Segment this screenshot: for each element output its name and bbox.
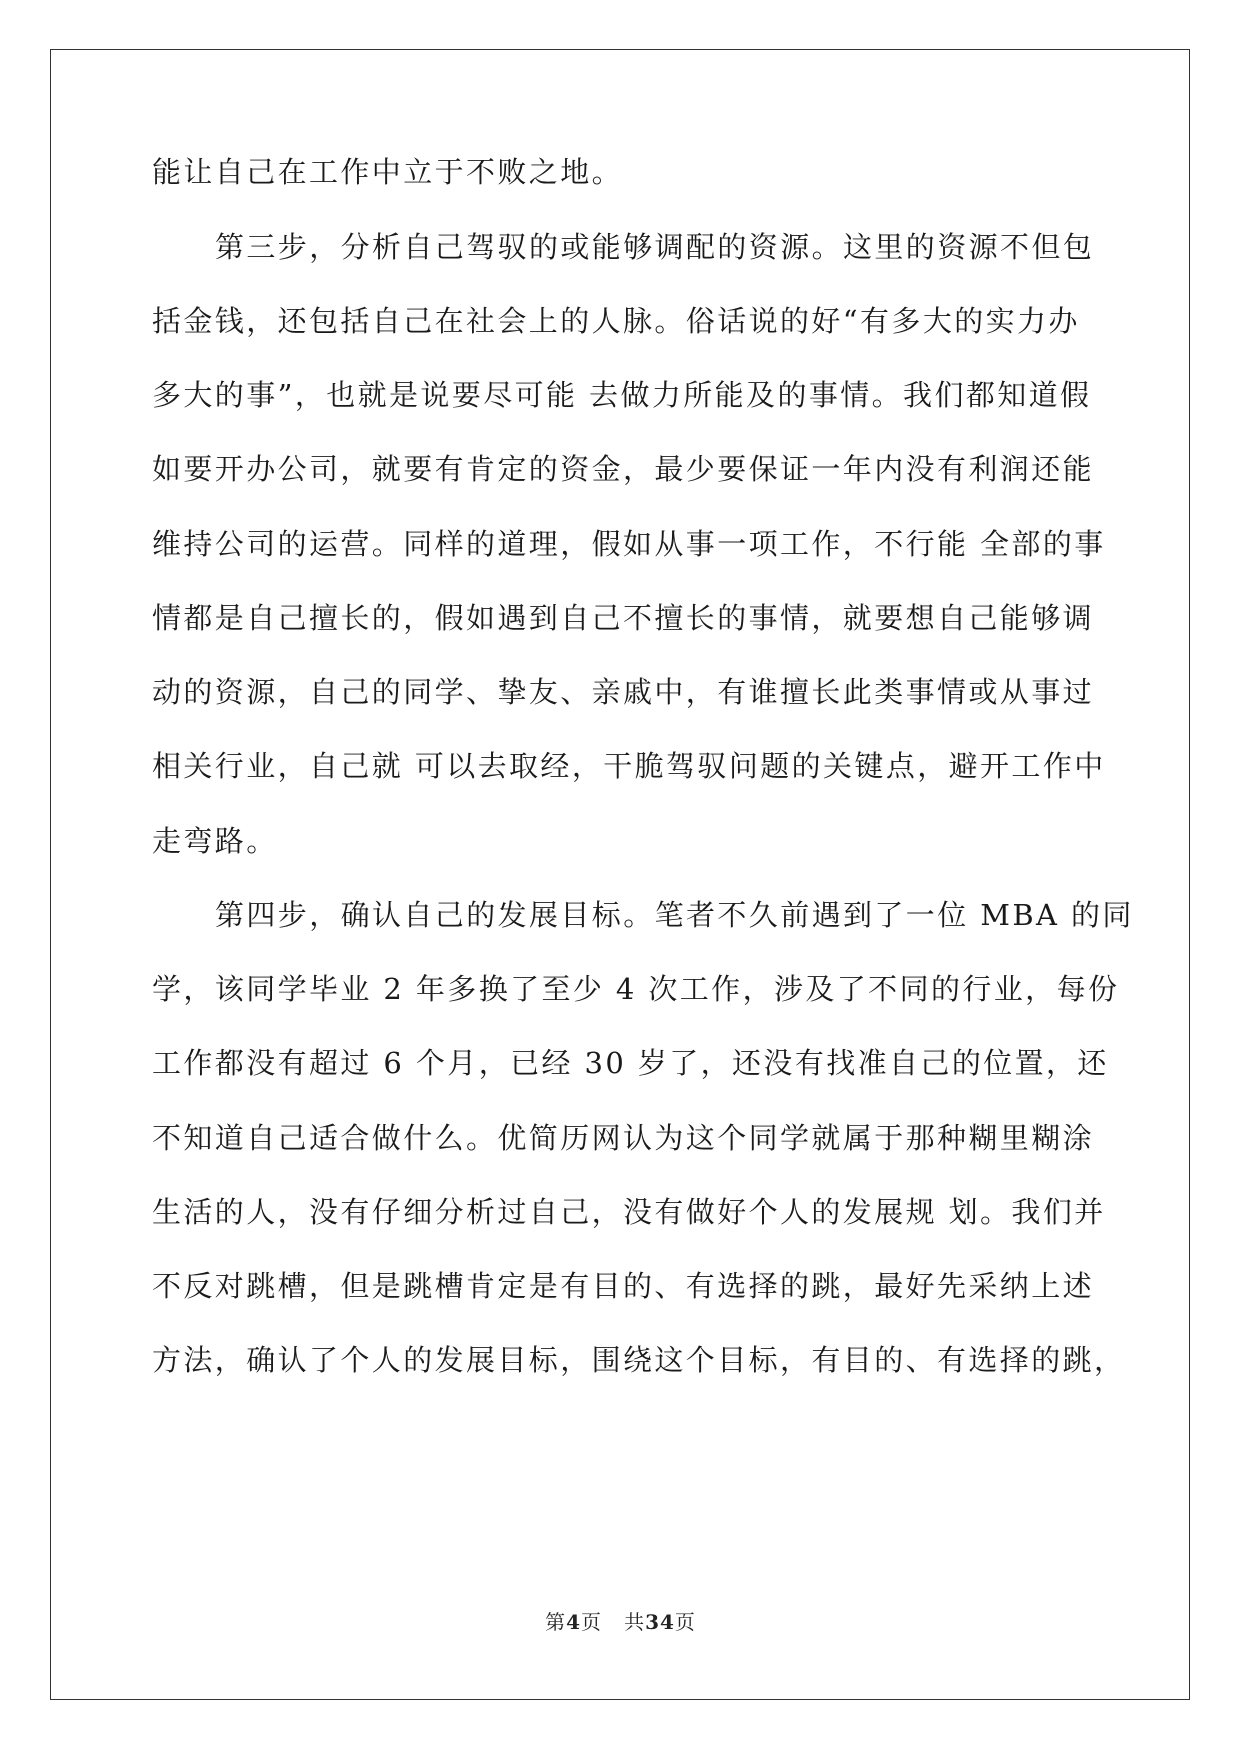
- text-line: 相关行业，自己就 可以去取经，干脆驾驭问题的关键点，避开工作中: [152, 749, 1106, 783]
- text-line: 生活的人，没有仔细分析过自己，没有做好个人的发展规 划。我们并: [152, 1195, 1106, 1229]
- text-line: 动的资源，自己的同学、挚友、亲戚中，有谁擅长此类事情或从事过: [152, 675, 1095, 709]
- text-line: 第三步，分析自己驾驭的或能够调配的资源。这里的资源不但包: [215, 230, 1095, 264]
- page-footer: [0, 1610, 1241, 1634]
- text-line: 如要开办公司，就要有肯定的资金，最少要保证一年内没有利润还能: [152, 452, 1095, 486]
- footer-mid: 页 共: [581, 1610, 646, 1634]
- text-line: 括金钱，还包括自己在社会上的人脉。俗话说的好“有多大的实力办: [152, 304, 1080, 338]
- footer-suffix: 页: [674, 1610, 696, 1634]
- text-line: 工作都没有超过 6 个月，已经 30 岁了，还没有找准自己的位置，还: [152, 1046, 1109, 1080]
- text-line: 走弯路。: [152, 824, 278, 858]
- page-frame: [50, 49, 1190, 1700]
- total-pages-number: 34: [645, 1610, 675, 1634]
- current-page-number: 4: [566, 1610, 581, 1634]
- text-line: 不反对跳槽，但是跳槽肯定是有目的、有选择的跳，最好先采纳上述: [152, 1269, 1095, 1303]
- footer-prefix: 第: [545, 1610, 567, 1634]
- text-line: 维持公司的运营。同样的道理，假如从事一项工作，不行能 全部的事: [152, 527, 1106, 561]
- text-line: 情都是自己擅长的，假如遇到自己不擅长的事情，就要想自己能够调: [152, 601, 1095, 635]
- text-line: 学，该同学毕业 2 年多换了至少 4 次工作，涉及了不同的行业，每份: [152, 972, 1120, 1006]
- text-line: 不知道自己适合做什么。优简历网认为这个同学就属于那种糊里糊涂: [152, 1121, 1095, 1155]
- text-line: 方法，确认了个人的发展目标，围绕这个目标，有目的、有选择的跳，: [152, 1343, 1126, 1377]
- text-line: 多大的事”，也就是说要尽可能 去做力所能及的事情。我们都知道假: [152, 378, 1092, 412]
- text-line: 能让自己在工作中立于不败之地。: [152, 155, 624, 189]
- text-line: 第四步，确认自己的发展目标。笔者不久前遇到了一位 MBA 的同: [215, 898, 1134, 932]
